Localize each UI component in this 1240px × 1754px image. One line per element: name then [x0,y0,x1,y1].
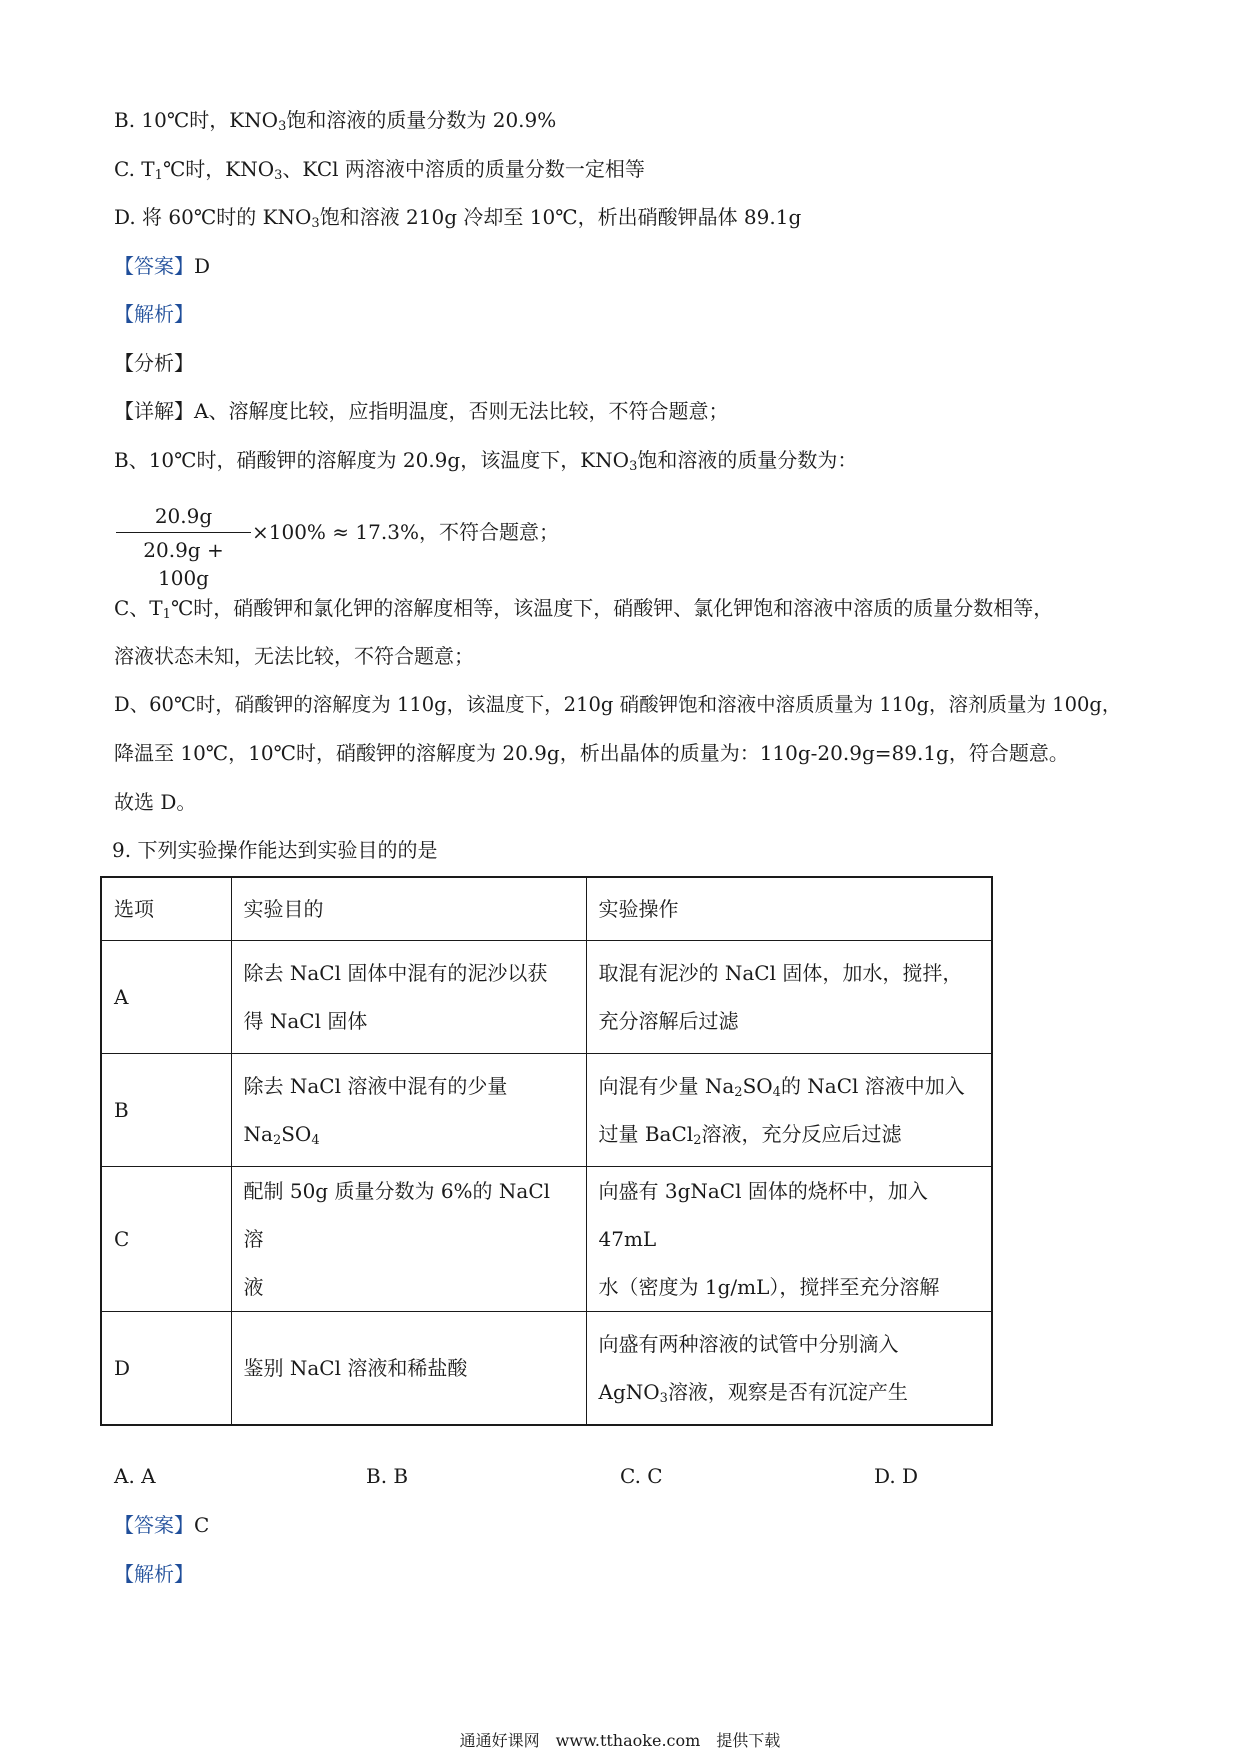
detail-d-1: D、60℃时，硝酸钾的溶解度为 110g，该温度下，210g 硝酸钾饱和溶液中溶质质量为 110g，溶剂质量为 100g， [114,693,1122,716]
detail-c-2: 溶液状态未知，无法比较，不符合题意； [114,644,474,668]
table-cell-operation: 向混有少量 $Na_2SO_4$的 NaCl 溶液中加入 过量 BaCl$_2$溶液，充分反应后过滤 [586,1054,992,1167]
formula-rest: ×100% ≈ 17.3%，不符合题意； [252,520,559,544]
detail-b: B、10℃时，硝酸钾的溶解度为 20.9g，该温度下，$KNO_3$饱和溶液的质量分数为： [114,448,858,474]
question-9: 9. 下列实验操作能达到实验目的的是 [112,838,438,862]
analysis-tag-1: 【解析】 [114,302,194,326]
table-cell-aim: 配制 50g 质量分数为 6%的 NaCl 溶 液 [231,1167,586,1312]
detail-d-2: 降温至 10℃，10℃时，硝酸钾的溶解度为 20.9g，析出晶体的质量为：110g-20.9g=89.1g，符合题意。 [114,741,1069,765]
fraction-denominator: 20.9g + 100g [143,538,224,590]
choice-c: C. C [620,1464,663,1488]
table-cell-operation: 取混有泥沙的 NaCl 固体，加水，搅拌， 充分溶解后过滤 [586,941,992,1054]
choice-a: A. A [114,1464,156,1488]
option-d: D. 将 60℃时的 $KNO_3$饱和溶液 210g 冷却至 10℃，析出硝酸钾晶体 89.1g [114,205,802,231]
table-header-cell: 实验操作 [586,877,992,941]
table-cell-option: D [101,1312,231,1426]
table-row [101,1054,992,1167]
answer-value: D [194,254,211,278]
answer-line-1 [114,252,210,280]
table-cell-aim: 除去 NaCl 溶液中混有的少量 $Na_2SO_4$ [231,1054,586,1167]
experiment-table [100,876,993,1426]
fenxi-tag: 【分析】 [114,351,194,375]
table-cell-operation: 向盛有两种溶液的试管中分别滴入 AgNO$_3$溶液，观察是否有沉淀产生 [586,1312,992,1426]
fraction-bar [116,532,251,533]
detail-c-1: C、$T_1℃$时，硝酸钾和氯化钾的溶解度相等，该温度下，硝酸钾、氯化钾饱和溶液中溶质的质量分数相等， [114,596,1054,622]
table-row [101,941,992,1054]
fraction [116,502,251,592]
table-cell-option: A [101,941,231,1054]
table-row [101,1312,992,1426]
footer-watermark: 通通好课网 www.tthaoke.com 提供下载 [459,1731,781,1750]
table-cell-option: B [101,1054,231,1167]
table-header-cell: 选项 [101,877,231,941]
answer-tag: 【答案】 [114,254,194,278]
option-c: C. $T_1℃$时，$KNO_3$、KCl 两溶液中溶质的质量分数一定相等 [114,157,645,183]
table-cell-option: C [101,1167,231,1312]
analysis-tag-2: 【解析】 [114,1562,194,1586]
table-header-row [101,877,992,941]
answer-value: C [194,1513,210,1537]
table-cell-operation: 向盛有 3gNaCl 固体的烧杯中，加入 47mL 水（密度为 1g/mL），搅拌至充分溶解 [586,1167,992,1312]
answer-line-2 [114,1511,209,1539]
answer-tag: 【答案】 [114,1513,194,1537]
fraction-numerator: 20.9g [154,504,213,528]
detail-a: 【详解】A、溶解度比较，应指明温度，否则无法比较，不符合题意； [114,399,729,423]
table-cell-aim: 鉴别 NaCl 溶液和稀盐酸 [231,1312,586,1426]
choice-d: D. D [874,1464,919,1488]
option-b: B. 10℃时，$KNO_3$饱和溶液的质量分数为 20.9% [114,108,557,134]
choose-d: 故选 D。 [114,790,197,814]
table-row [101,1167,992,1312]
choice-b: B. B [366,1464,409,1488]
table-cell-aim: 除去 NaCl 固体中混有的泥沙以获 得 NaCl 固体 [231,941,586,1054]
table-header-cell: 实验目的 [231,877,586,941]
